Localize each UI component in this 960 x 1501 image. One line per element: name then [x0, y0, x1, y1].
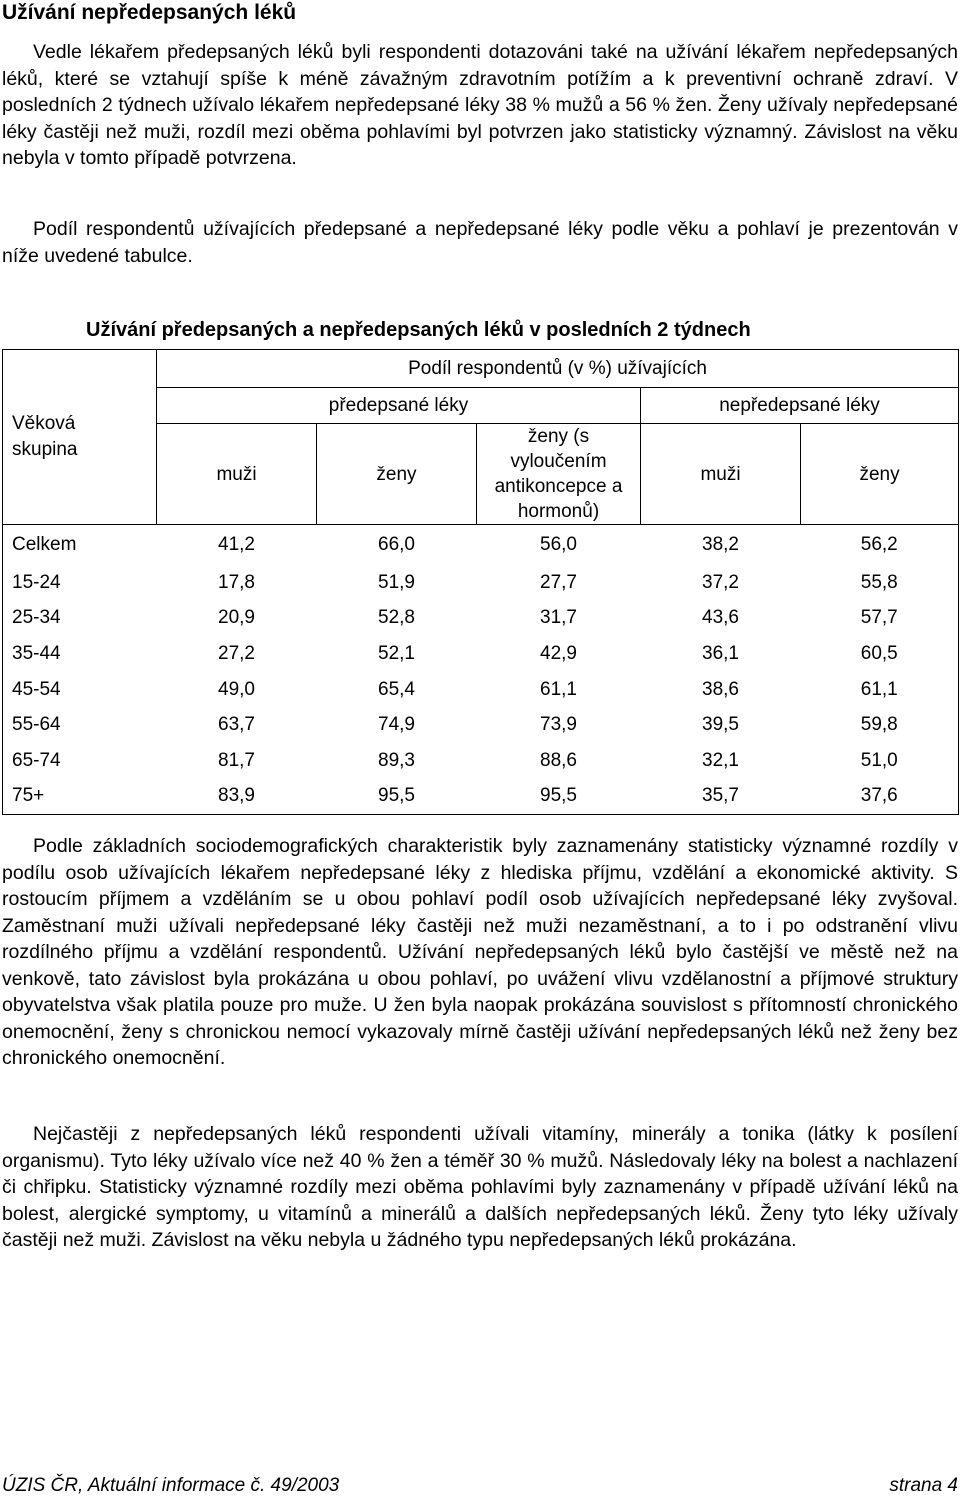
table-cell: 66,0 — [378, 534, 415, 555]
table-cell: 57,7 — [801, 601, 959, 637]
table-cell: 61,1 — [540, 678, 577, 700]
table-row — [3, 779, 959, 815]
table-cell: 61,1 — [801, 672, 959, 708]
table-cell: 74,9 — [378, 714, 415, 736]
intro-paragraph: Vedle lékařem předepsaných léků byli respondenti dotazováni také na užívání lékařem nepředepsaných léků, které se vztahují spíše k méně závažným zdravotním potížím a k preventivní ochraně zdraví. V posledních 2 týdnech užívalo lékařem nepředepsané léky 38 % mužů a 56 % žen. Ženy užívaly nepředepsané léky častěji než muži, rozdíl mezi oběma pohlavími byl potvrzen jako statisticky významný. Závislost na věku nebyla v tomto případě potvrzena. — [2, 41, 958, 169]
table-row — [3, 636, 959, 672]
table-cell: 20,9 — [218, 607, 255, 629]
table-cell: 73,9 — [540, 714, 577, 736]
table-row — [3, 601, 959, 637]
row-group-label: 55-64 — [3, 707, 157, 743]
page-heading: Užívání nepředepsaných léků — [2, 1, 297, 24]
table-cell: 43,6 — [702, 607, 739, 629]
table-cell: 27,7 — [540, 571, 577, 593]
table-cell: 36,1 — [702, 642, 739, 664]
row-group-label: 45-54 — [3, 672, 157, 708]
table-cell: 42,9 — [540, 642, 577, 664]
table-cell: 63,7 — [218, 714, 255, 736]
table-cell: 65,4 — [378, 678, 415, 700]
table-cell: 51,9 — [378, 571, 415, 593]
col-header-presc-women: ženy — [317, 424, 477, 525]
medication-types-paragraph: Nejčastěji z nepředepsaných léků respondenti užívali vitamíny, minerály a tonika (látky k posílení organismu). Tyto léky užívalo více než 40 % žen a téměř 30 % mužů. Následovaly léky na bolest a nachlazení či chřipku. Statisticky významné rozdíly mezi oběma pohlavími byly zaznamenány v případě užívání léků na bolest, alergické symptomy, u vitamínů a minerálů a dalších nepředepsaných léků. Ženy tyto léky užívaly častěji než muži. Závislost na věku nebyla u žádného typu nepředepsaných léků prokázána. — [2, 1123, 958, 1251]
age-group-header: Věková skupina — [3, 350, 157, 525]
col-header-nonpresc-women: ženy — [801, 424, 959, 525]
row-group-label: 35-44 — [3, 636, 157, 672]
table-row — [3, 743, 959, 779]
table-cell: 89,3 — [378, 749, 415, 771]
table-cell: 38,6 — [702, 678, 739, 700]
table-cell: 81,7 — [218, 749, 255, 771]
table-cell: 39,5 — [702, 714, 739, 736]
table-cell: 32,1 — [702, 749, 739, 771]
table-cell: 88,6 — [540, 749, 577, 771]
table-cell: 41,2 — [218, 534, 255, 555]
table-cell: 38,2 — [702, 534, 739, 555]
share-header: Podíl respondentů (v %) užívajících — [157, 350, 959, 388]
nonprescribed-header: nepředepsané léky — [641, 388, 959, 424]
sociodemographic-paragraph: Podle základních sociodemografických charakteristik byly zaznamenány statisticky významné rozdíly v podílu osob užívajících lékařem nepředepsané léky z hlediska příjmu, vzdělání a ekonomické aktivity. S rostoucím příjmem a vzděláním se u obou pohlaví podíl osob užívajících nepředepsané léky zvyšoval. Zaměstnaní muži užívali nepředepsané léky častěji než muži nezaměstnaní, a to i po odstranění vlivu rozdílného příjmu a vzdělání respondentů. Užívání nepředepsaných léků bylo častější ve městě než na venkově, tato závislost byla prokázána u obou pohlaví, po uvážení vlivu vzdělanostní a příjmové struktury obyvatelstva však platila pouze pro muže. U žen byla naopak prokázána souvislost s přítomností chronického onemocnění, ženy s chronickou nemocí vykazovaly mírně častěji užívání nepředepsaných léků než ženy bez chronického onemocnění. — [2, 835, 958, 1069]
row-group-label: 25-34 — [3, 601, 157, 637]
table-cell: 83,9 — [157, 779, 317, 815]
table-row — [3, 525, 959, 566]
col-header-presc-men: muži — [157, 424, 317, 525]
table-cell: 95,5 — [317, 779, 477, 815]
table-cell: 56,2 — [801, 525, 959, 566]
table-cell: 52,8 — [378, 607, 415, 629]
table-cell: 27,2 — [218, 642, 255, 664]
table-cell: 60,5 — [801, 636, 959, 672]
table-cell: 17,8 — [218, 571, 255, 593]
footer-page-number: strana 4 — [889, 1475, 958, 1496]
table-cell: 56,0 — [540, 534, 577, 555]
medication-usage-table — [2, 349, 959, 815]
row-group-label: 15-24 — [3, 565, 157, 601]
table-cell: 95,5 — [477, 779, 641, 815]
col-header-nonpresc-men: muži — [641, 424, 801, 525]
table-row — [3, 707, 959, 743]
table-cell: 49,0 — [218, 678, 255, 700]
table-cell: 59,8 — [801, 707, 959, 743]
footer-source: ÚZIS ČR, Aktuální informace č. 49/2003 — [2, 1475, 340, 1496]
table-title: Užívání předepsaných a nepředepsaných léků v posledních 2 týdnech — [86, 319, 751, 341]
table-row — [3, 565, 959, 601]
row-group-label: 75+ — [3, 779, 157, 815]
table-cell: 52,1 — [378, 642, 415, 664]
table-cell: 51,0 — [801, 743, 959, 779]
table-row — [3, 672, 959, 708]
table-cell: 55,8 — [801, 565, 959, 601]
table-intro-paragraph: Podíl respondentů užívajících předepsané a nepředepsané léky podle věku a pohlaví je prezentován v níže uvedené tabulce. — [2, 218, 958, 267]
table-cell: 31,7 — [540, 607, 577, 629]
table-cell: 37,6 — [801, 779, 959, 815]
table-cell: 35,7 — [641, 779, 801, 815]
row-group-label: 65-74 — [3, 743, 157, 779]
prescribed-header: předepsané léky — [157, 388, 641, 424]
table-cell: 37,2 — [702, 571, 739, 593]
col-header-presc-women-excl: ženy (s vyloučením antikoncepce a hormonů) — [477, 424, 641, 525]
row-group-label: Celkem — [3, 525, 157, 566]
